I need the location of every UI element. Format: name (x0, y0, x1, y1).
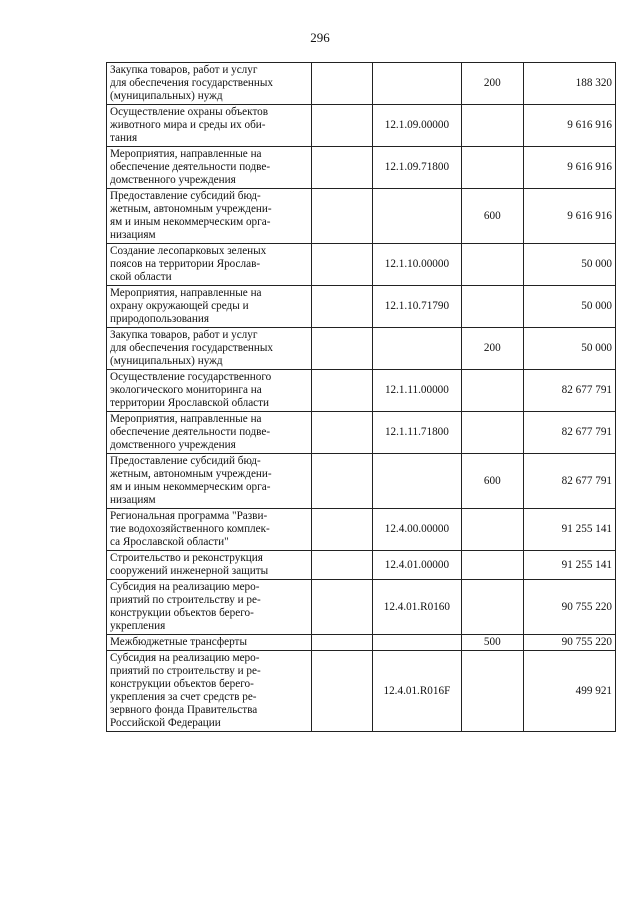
row-name-line: охрану окружающей среды и (110, 300, 249, 312)
row-name-line: приятий по строительству и ре- (110, 665, 261, 677)
table-row (107, 328, 616, 370)
row-name-line: тие водохозяйственного комплек- (110, 523, 270, 535)
row-name-line: Субсидия на реализацию меро- (110, 652, 260, 664)
row-name-line: ской области (110, 271, 172, 283)
row-name-cell (107, 651, 312, 732)
table-row (107, 509, 616, 551)
row-name-line: жетным, автономным учреждени- (110, 203, 272, 215)
row-name-line: Создание лесопарковых зеленых (110, 245, 267, 257)
row-empty-cell (312, 286, 373, 328)
row-name-line: домственного учреждения (110, 439, 236, 451)
row-code-cell (372, 454, 461, 509)
row-name-line: Субсидия на реализацию меро- (110, 581, 260, 593)
row-name-line: укрепления (110, 620, 166, 632)
row-name-line: природопользования (110, 313, 210, 325)
row-type-cell (462, 509, 524, 551)
row-empty-cell (312, 509, 373, 551)
row-amount-cell: 91 255 141 (523, 551, 615, 580)
row-name-cell (107, 509, 312, 551)
row-name-line: (муниципальных) нужд (110, 355, 223, 367)
row-name-line: Мероприятия, направленные на (110, 287, 262, 299)
row-name-line: Осуществление охраны объектов (110, 106, 269, 118)
row-type-cell: 200 (462, 63, 524, 105)
row-name-line: Межбюджетные трансферты (110, 636, 247, 648)
row-code-cell: 12.4.01.00000 (372, 551, 461, 580)
row-name-cell (107, 189, 312, 244)
row-type-cell (462, 580, 524, 635)
row-type-cell (462, 370, 524, 412)
row-amount-cell: 9 616 916 (523, 105, 615, 147)
row-empty-cell (312, 551, 373, 580)
row-name-line: для обеспечения государственных (110, 342, 274, 354)
row-name-line: Закупка товаров, работ и услуг (110, 329, 258, 341)
table-row (107, 189, 616, 244)
row-empty-cell (312, 651, 373, 732)
table-row (107, 370, 616, 412)
table-row (107, 147, 616, 189)
table-row (107, 580, 616, 635)
row-name-line: экологического мониторинга на (110, 384, 262, 396)
row-amount-cell: 82 677 791 (523, 454, 615, 509)
table-row (107, 105, 616, 147)
row-empty-cell (312, 635, 373, 651)
row-name-line: приятий по строительству и ре- (110, 594, 261, 606)
row-empty-cell (312, 328, 373, 370)
row-type-cell (462, 147, 524, 189)
row-name-cell (107, 454, 312, 509)
row-name-cell (107, 63, 312, 105)
row-name-cell (107, 147, 312, 189)
row-code-cell: 12.1.10.71790 (372, 286, 461, 328)
row-amount-cell: 9 616 916 (523, 189, 615, 244)
row-name-line: Мероприятия, направленные на (110, 413, 262, 425)
row-amount-cell: 50 000 (523, 286, 615, 328)
row-code-cell: 12.1.10.00000 (372, 244, 461, 286)
row-name-cell (107, 105, 312, 147)
row-name-cell (107, 244, 312, 286)
row-name-line: жетным, автономным учреждени- (110, 468, 272, 480)
row-empty-cell (312, 370, 373, 412)
table-row (107, 651, 616, 732)
row-empty-cell (312, 454, 373, 509)
row-empty-cell (312, 63, 373, 105)
row-empty-cell (312, 147, 373, 189)
row-name-line: Российской Федерации (110, 717, 221, 729)
row-empty-cell (312, 244, 373, 286)
row-name-line: Мероприятия, направленные на (110, 148, 262, 160)
row-name-cell (107, 551, 312, 580)
row-name-line: Осуществление государственного (110, 371, 272, 383)
budget-table (106, 62, 616, 732)
row-name-line: Региональная программа "Разви- (110, 510, 268, 522)
table-row (107, 244, 616, 286)
row-name-line: низациям (110, 494, 156, 506)
row-name-line: конструкции объектов берего- (110, 678, 254, 690)
row-code-cell: 12.4.01.R0160 (372, 580, 461, 635)
table-row (107, 412, 616, 454)
row-name-cell (107, 580, 312, 635)
row-name-line: обеспечение деятельности подве- (110, 161, 271, 173)
row-code-cell: 12.1.09.00000 (372, 105, 461, 147)
row-name-cell (107, 635, 312, 651)
row-empty-cell (312, 412, 373, 454)
row-name-line: Предоставление субсидий бюд- (110, 190, 261, 202)
row-type-cell (462, 286, 524, 328)
row-type-cell (462, 105, 524, 147)
row-type-cell: 500 (462, 635, 524, 651)
row-name-line: обеспечение деятельности подве- (110, 426, 271, 438)
row-type-cell (462, 551, 524, 580)
row-amount-cell: 50 000 (523, 244, 615, 286)
row-name-line: низациям (110, 229, 156, 241)
row-empty-cell (312, 105, 373, 147)
row-amount-cell: 91 255 141 (523, 509, 615, 551)
row-name-line: ям и иным некоммерческим орга- (110, 216, 271, 228)
row-type-cell: 600 (462, 189, 524, 244)
row-amount-cell: 50 000 (523, 328, 615, 370)
row-name-cell (107, 286, 312, 328)
row-code-cell: 12.4.00.00000 (372, 509, 461, 551)
row-amount-cell: 188 320 (523, 63, 615, 105)
table-row (107, 551, 616, 580)
budget-table-body (107, 63, 616, 732)
table-row (107, 286, 616, 328)
row-type-cell: 200 (462, 328, 524, 370)
row-empty-cell (312, 189, 373, 244)
row-name-line: Предоставление субсидий бюд- (110, 455, 261, 467)
row-name-line: конструкции объектов берего- (110, 607, 254, 619)
table-row (107, 63, 616, 105)
row-name-line: тания (110, 132, 138, 144)
row-type-cell (462, 412, 524, 454)
row-name-cell (107, 412, 312, 454)
row-name-cell (107, 370, 312, 412)
row-name-line: домственного учреждения (110, 174, 236, 186)
page-number: 296 (310, 30, 330, 45)
row-name-line: Закупка товаров, работ и услуг (110, 64, 258, 76)
row-type-cell: 600 (462, 454, 524, 509)
row-name-line: са Ярославской области" (110, 536, 229, 548)
row-code-cell: 12.1.11.71800 (372, 412, 461, 454)
row-name-line: ям и иным некоммерческим орга- (110, 481, 271, 493)
row-code-cell (372, 328, 461, 370)
table-row (107, 635, 616, 651)
row-amount-cell: 9 616 916 (523, 147, 615, 189)
row-name-line: поясов на территории Ярослав- (110, 258, 261, 270)
row-name-line: для обеспечения государственных (110, 77, 274, 89)
row-name-line: животного мира и среды их оби- (110, 119, 266, 131)
row-code-cell (372, 63, 461, 105)
row-code-cell: 12.4.01.R016F (372, 651, 461, 732)
row-name-line: укрепления за счет средств ре- (110, 691, 257, 703)
row-amount-cell: 82 677 791 (523, 370, 615, 412)
row-name-line: сооружений инженерной защиты (110, 565, 269, 577)
row-code-cell (372, 635, 461, 651)
row-name-line: Строительство и реконструкция (110, 552, 263, 564)
row-amount-cell: 90 755 220 (523, 580, 615, 635)
row-code-cell (372, 189, 461, 244)
row-code-cell: 12.1.09.71800 (372, 147, 461, 189)
row-empty-cell (312, 580, 373, 635)
row-name-cell (107, 328, 312, 370)
row-type-cell (462, 244, 524, 286)
row-name-line: зервного фонда Правительства (110, 704, 258, 716)
row-amount-cell: 82 677 791 (523, 412, 615, 454)
row-name-line: (муниципальных) нужд (110, 90, 223, 102)
row-amount-cell: 90 755 220 (523, 635, 615, 651)
row-code-cell: 12.1.11.00000 (372, 370, 461, 412)
row-amount-cell: 499 921 (523, 651, 615, 732)
row-name-line: территории Ярославской области (110, 397, 269, 409)
table-row (107, 454, 616, 509)
row-type-cell (462, 651, 524, 732)
